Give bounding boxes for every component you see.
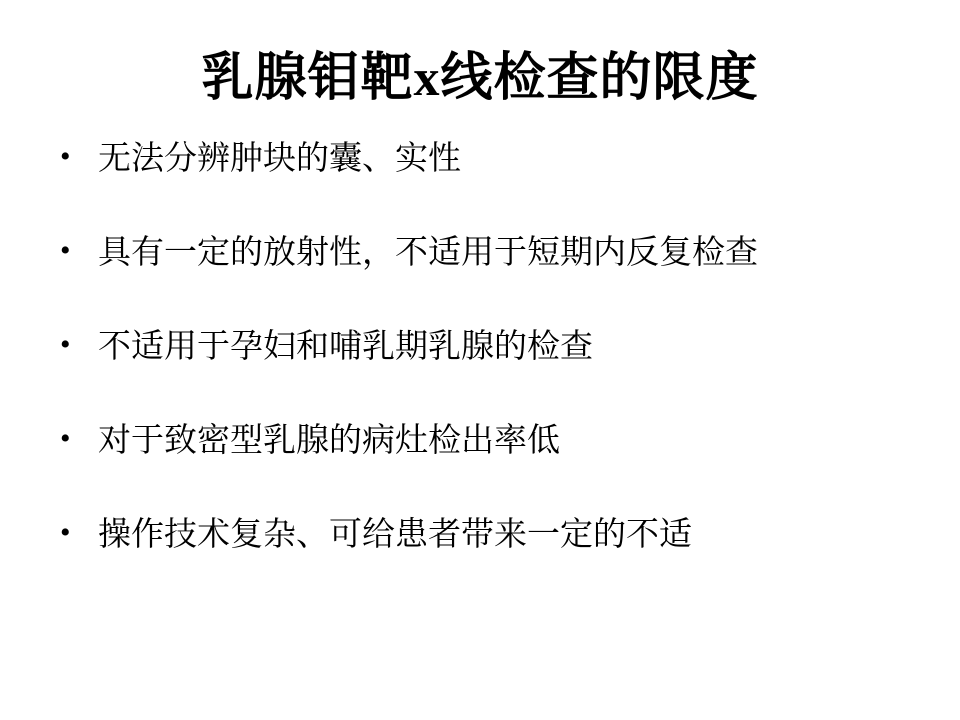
list-item-text: 不适用于孕妇和哺乳期乳腺的检查 [98,329,593,365]
list-item-text: 具有一定的放射性，不适用于短期内反复检查 [98,235,758,271]
list-item [48,232,928,274]
bullet-icon: • [60,140,71,173]
bullet-icon: • [60,328,71,361]
bullet-icon: • [60,234,71,267]
list-item-text: 操作技术复杂、可给患者带来一定的不适 [98,517,692,553]
list-item [48,514,928,556]
list-item [48,326,928,368]
list-item-text: 无法分辨肿块的囊、实性 [98,141,461,177]
list-item [48,420,928,462]
bullet-list [48,138,928,608]
bullet-icon: • [60,422,71,455]
list-item [48,138,928,180]
list-item-text: 对于致密型乳腺的病灶检出率低 [98,423,560,459]
page-title: 乳腺钼靶x线检查的限度 [201,50,759,107]
bullet-icon: • [60,516,71,549]
